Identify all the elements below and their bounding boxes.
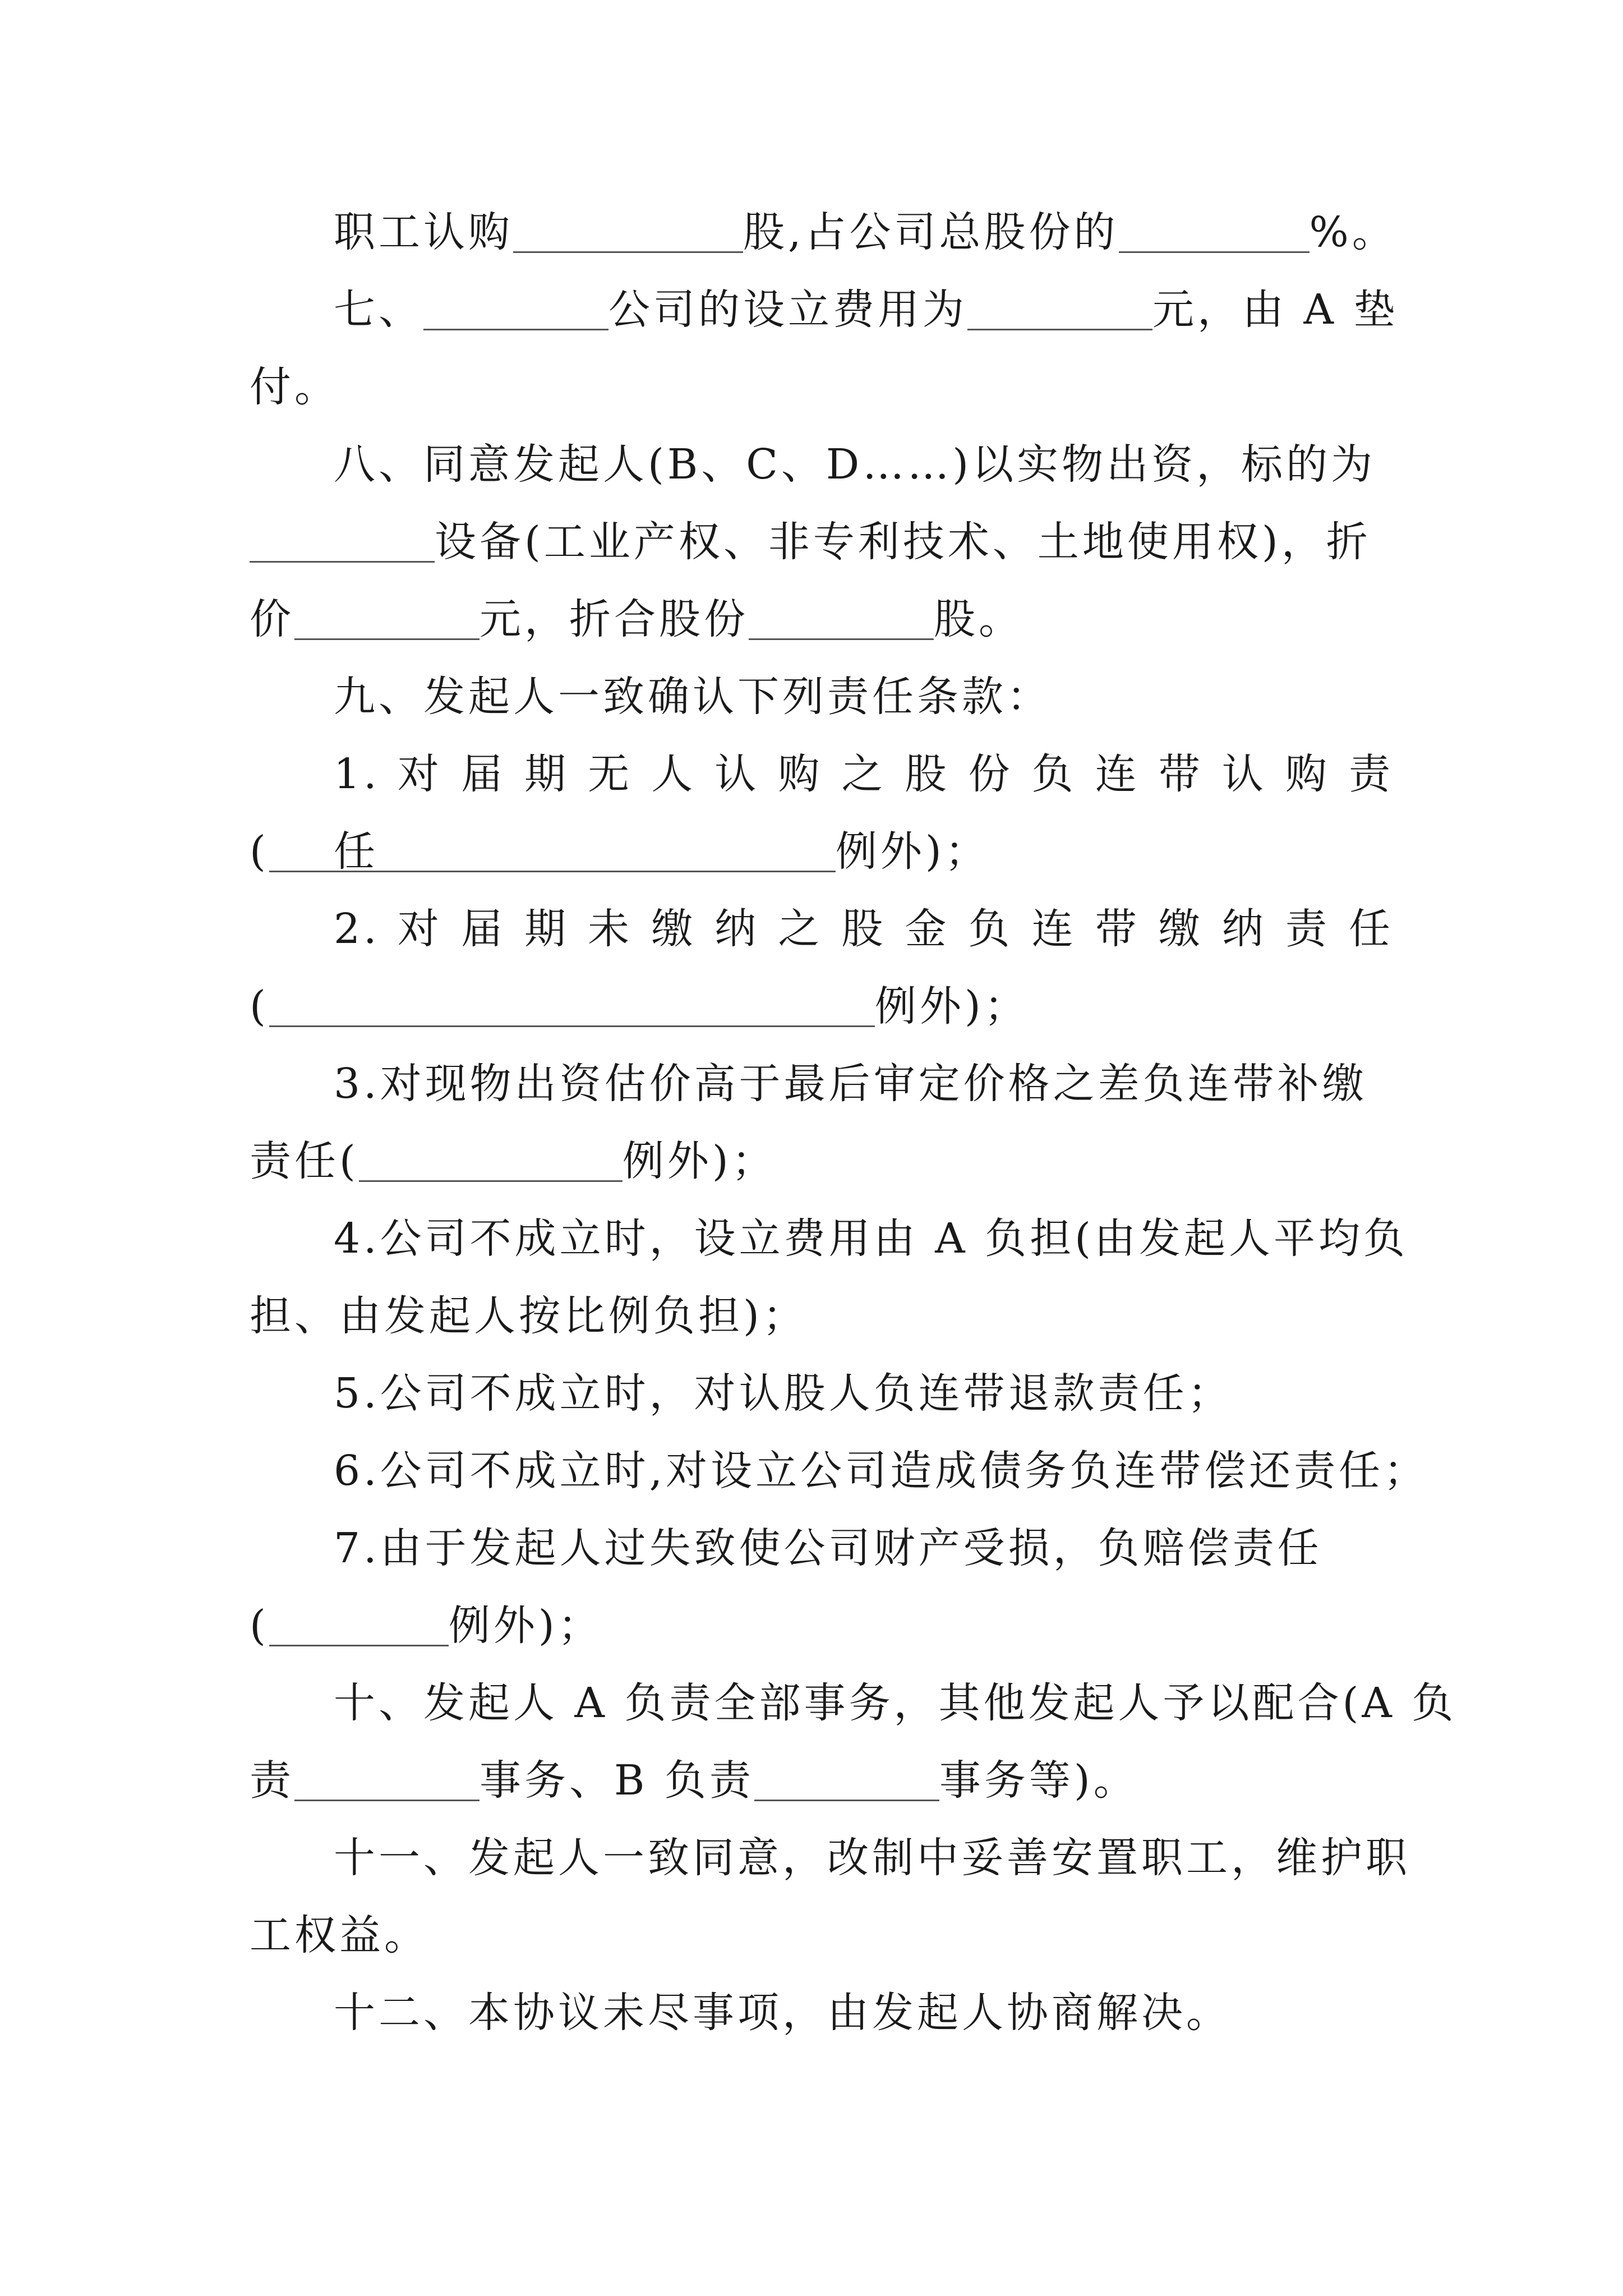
text-segment: 付。	[250, 363, 339, 411]
text-segment: 九、发起人一致确认下列责任条款：	[334, 673, 1052, 721]
text-segment: 七、	[334, 286, 423, 334]
clause-9-item-7-line-2	[250, 1587, 1394, 1664]
clause-8-line-3	[250, 581, 1394, 658]
text-segment: 八、同意发起人(B、C、D……)以实物出资，标的为	[334, 440, 1376, 489]
text-segment: 股。	[934, 595, 1023, 643]
blank-field[interactable]	[749, 595, 934, 640]
text-segment: 7.由于发起人过失致使公司财产受损，负赔偿责任	[334, 1524, 1322, 1572]
clause-9-heading	[250, 658, 1394, 735]
text-segment: 责任(	[250, 1137, 359, 1185]
text-segment: 事务、B 负责	[479, 1756, 754, 1805]
blank-field[interactable]	[294, 1756, 479, 1801]
clause-10-line-1	[250, 1664, 1457, 1742]
blank-field[interactable]	[269, 827, 836, 872]
agreement-text	[250, 194, 1457, 2051]
text-segment: 责	[250, 1756, 294, 1805]
clause-9-item-2-line-2	[250, 968, 1394, 1045]
text-segment: 3.对现物出资估价高于最后审定价格之差负连带补缴	[334, 1060, 1367, 1108]
text-segment: 例外)；	[622, 1137, 777, 1185]
blank-field[interactable]	[294, 595, 479, 640]
text-segment: 1. 对 届 期 无 人 认 购 之 股 份 负 连 带 认 购 责 任	[334, 750, 1394, 876]
text-segment: 股,占公司总股份的	[743, 208, 1119, 256]
text-segment: 价	[250, 595, 294, 643]
blank-field[interactable]	[513, 208, 743, 253]
blank-field[interactable]	[967, 285, 1152, 330]
blank-field[interactable]	[250, 517, 435, 563]
text-segment: 4.公司不成立时，设立费用由 A 负担(由发起人平均负	[334, 1214, 1408, 1263]
text-segment: 例外)；	[874, 982, 1029, 1030]
clause-9-item-2-line-1	[250, 890, 1394, 968]
clause-9-item-6	[250, 1432, 1429, 1510]
text-segment: (	[250, 1602, 269, 1650]
clause-11-line-1	[250, 1819, 1410, 1897]
employee-subscription-line	[250, 194, 1397, 271]
text-segment: 元，由 A 垫	[1152, 286, 1399, 334]
text-segment: 元，折合股份	[479, 595, 749, 643]
clause-12	[250, 1974, 1394, 2051]
text-segment: 例外)；	[448, 1602, 603, 1650]
text-segment: 5.公司不成立时，对认股人负连带退款责任；	[334, 1369, 1233, 1418]
text-segment: 公司的设立费用为	[608, 286, 967, 334]
clause-8-line-2	[250, 503, 1394, 581]
clause-7-line-2	[250, 348, 1394, 426]
text-segment: 2. 对 届 期 未 缴 纳 之 股 金 负 连 带 缴 纳 责 任	[334, 905, 1394, 953]
clause-9-item-3-line-1	[250, 1045, 1394, 1122]
clause-10-line-2	[250, 1742, 1394, 1819]
text-segment: 工权益。	[250, 1911, 429, 1959]
text-segment: 担、由发起人按比例负担)；	[250, 1292, 808, 1340]
text-segment: (	[250, 827, 269, 876]
blank-field[interactable]	[754, 1756, 939, 1801]
clause-9-item-5	[250, 1355, 1394, 1432]
blank-field[interactable]	[1119, 208, 1310, 253]
clause-9-item-3-line-2	[250, 1122, 1394, 1200]
blank-field[interactable]	[269, 982, 875, 1027]
clause-9-item-4-line-2	[250, 1277, 1394, 1355]
text-segment: 6.公司不成立时,对设立公司造成债务负连带偿还责任；	[334, 1447, 1429, 1495]
text-segment: %。	[1309, 208, 1397, 256]
blank-field[interactable]	[269, 1601, 449, 1646]
text-segment: 职工认购	[334, 208, 513, 256]
clause-7-line-1	[250, 271, 1399, 348]
clause-9-item-1-line-2	[250, 813, 1394, 890]
clause-11-line-2	[250, 1897, 1394, 1974]
clause-8-line-1	[250, 426, 1394, 503]
text-segment: 十、发起人 A 负责全部事务，其他发起人予以配合(A 负	[334, 1679, 1457, 1727]
blank-field[interactable]	[423, 285, 608, 330]
text-segment: 设备(工业产权、非专利技术、土地使用权)，折	[435, 518, 1371, 566]
text-segment: 事务等)。	[939, 1756, 1138, 1805]
text-segment: 十一、发起人一致同意，改制中妥善安置职工，维护职	[334, 1834, 1410, 1882]
clause-9-item-7-line-1	[250, 1510, 1394, 1587]
text-segment: (	[250, 982, 269, 1030]
text-segment: 例外)；	[835, 827, 990, 876]
clause-9-item-4-line-1	[250, 1200, 1408, 1277]
blank-field[interactable]	[359, 1137, 623, 1182]
text-segment: 十二、本协议未尽事项，由发起人协商解决。	[334, 1989, 1231, 2037]
